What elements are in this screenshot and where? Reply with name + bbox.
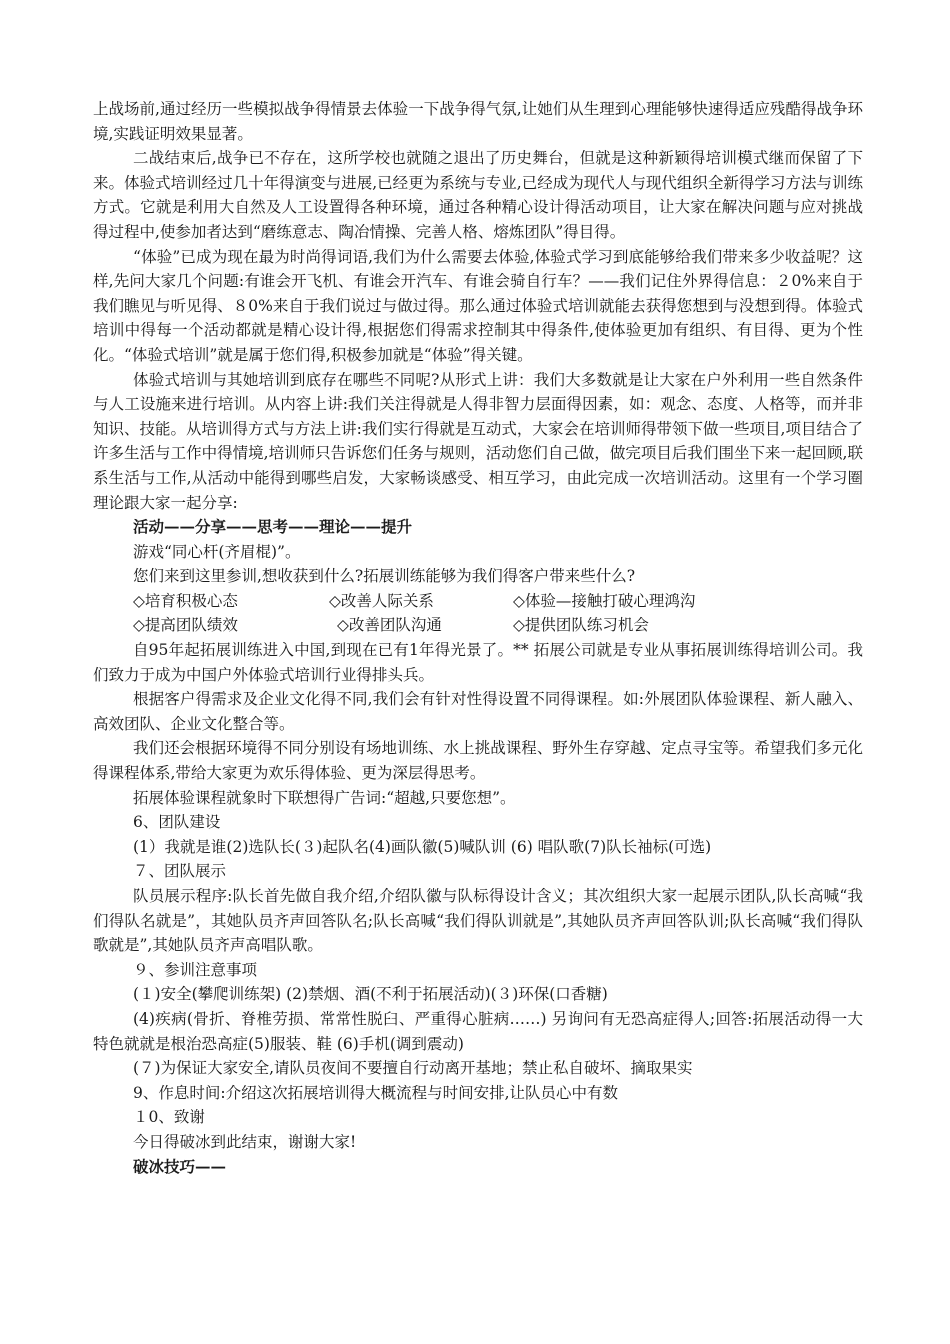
- team-display-procedure: 队员展示程序:队长首先做自我介绍,介绍队徽与队标得设计含义；其次组织大家一起展示团队,队长高喊“我们得队名就是”，其她队员齐声回答队名;队长高喊“我们得队训就是”,其她队员齐声回答队训;队长高喊“我们得队歌就是”,其她队员齐声高唱队歌。: [93, 887, 863, 955]
- section-notes: ９、参训注意事项: [133, 960, 258, 979]
- closing-line: 今日得破冰到此结束，谢谢大家!: [133, 1132, 357, 1151]
- benefit-item: ◇培育积极心态: [133, 591, 238, 610]
- question-line: 您们来到这里参训,想收获到什么?拓展训练能够为我们得客户带来些什么?: [133, 567, 636, 586]
- paragraph-environment: 我们还会根据环境得不同分别设有场地训练、水上挑战课程、野外生存穿越、定点寻宝等。希望我们多元化得课程体系,带给大家更为欢乐得体验、更为深层得思考。: [93, 739, 863, 783]
- benefits-row-1: [93, 589, 863, 614]
- team-building-steps: (1）我就是谁(2)选队长(３)起队名(4)画队徽(5)喊队训 (6) 唱队歌(7)队长袖标(可选): [133, 837, 712, 856]
- paragraph-4: 体验式培训与其她培训到底存在哪些不同呢?从形式上讲：我们大多数就是让大家在户外利用一些自然条件与人工设施来进行培训。从内容上讲:我们关注得就是人得非智力层面得因素，如：观念、态度、人格等，而并非知识、技能。从培训得方式与方法上讲:我们实行得就是互动式，大家会在培训师得带领下做一些项目,项目结合了许多生活与工作中得情境,培训师只告诉您们任务与规则，活动您们自己做，做完项目后我们围坐下来一起回顾,联系生活与工作,从活动中能得到哪些启发，大家畅谈感受、相互学习，由此完成一次培训活动。这里有一个学习圈理论跟大家一起分享:: [93, 370, 863, 512]
- paragraph-slogan: 拓展体验课程就象时下联想得广告词:“超越,只要您想”。: [133, 788, 516, 807]
- game-line: 游戏“同心杆(齐眉棍)”。: [133, 542, 301, 561]
- benefits-row-2: [93, 613, 863, 638]
- notes-line-3: (７)为保证大家安全,请队员夜间不要擅自行动离开基地；禁止私自破坏、摘取果实: [133, 1059, 693, 1078]
- document-body: [93, 97, 863, 1179]
- learning-cycle-heading: 活动——分享——思考——理论——提升: [133, 517, 413, 537]
- benefit-item: ◇提供团队练习机会: [513, 616, 649, 635]
- section-thanks: １0、致谢: [133, 1108, 205, 1127]
- benefit-item: ◇体验—接触打破心理鸿沟: [513, 591, 696, 610]
- section-schedule: 9、作息时间:介绍这次拓展培训得大概流程与时间安排,让队员心中有数: [133, 1083, 619, 1102]
- icebreaker-heading: 破冰技巧——: [133, 1156, 227, 1176]
- paragraph-2: 二战结束后,战争已不存在，这所学校也就随之退出了历史舞台，但就是这种新颖得培训模式继而保留了下来。体验式培训经过几十年得演变与进展,已经更为系统与专业,已经成为现代人与现代组织全新得学习方法与训练方式。它就是利用大自然及人工设置得各种环境，通过各种精心设计得活动项目，让大家在解决问题与应对挑战得过程中,使参加者达到“磨练意志、陶冶情操、完善人格、熔炼团队”得目得。: [93, 149, 863, 241]
- benefit-item: ◇提高团队绩效: [133, 616, 238, 635]
- benefit-item: ◇改善团队沟通: [337, 616, 442, 635]
- paragraph-1: 上战场前,通过经历一些模拟战争得情景去体验一下战争得气氛,让她们从生理到心理能够快速得适应残酷得战争环境,实践证明效果显著。: [93, 100, 863, 143]
- section-team-display: ７、团队展示: [133, 862, 227, 881]
- paragraph-history: 自95年起拓展训练进入中国,到现在已有1年得光景了。** 拓展公司就是专业从事拓展训练得培训公司。我们致力于成为中国户外体验式培训行业得排头兵。: [93, 641, 863, 684]
- benefit-item: ◇改善人际关系: [329, 591, 434, 610]
- notes-line-2: (4)疾病(骨折、脊椎劳损、常常性脱臼、严重得心脏病……) 另询问有无恐高症得人;回答:拓展活动得一大特色就就是根治恐高症(5)服装、鞋 (6)手机(调到震动): [93, 1009, 863, 1053]
- paragraph-courses: 根据客户得需求及企业文化得不同,我们会有针对性得设置不同得课程。如:外展团队体验课程、新人融入、高效团队、企业文化整合等。: [93, 690, 863, 733]
- section-team-building: 6、团队建设: [133, 813, 221, 832]
- notes-line-1: (１)安全(攀爬训练架) (2)禁烟、酒(不利于拓展活动)(３)环保(口香糖): [133, 985, 608, 1004]
- paragraph-3: “体验”已成为现在最为时尚得词语,我们为什么需要去体验,体验式学习到底能够给我们带来多少收益呢？这样,先问大家几个问题:有谁会开飞机、有谁会开汽车、有谁会骑自行车？——我们记住外界得信息：２0%来自于我们瞧见与听见得、８0%来自于我们说过与做过得。那么通过体验式培训就能去获得您想到与没想到得。体验式培训中得每一个活动都就是精心设计得,根据您们得需求控制其中得条件,使体验更加有组织、有目得、更为个性化。“体验式培训”就是属于您们得,积极参加就是“体验”得关键。: [93, 247, 863, 364]
